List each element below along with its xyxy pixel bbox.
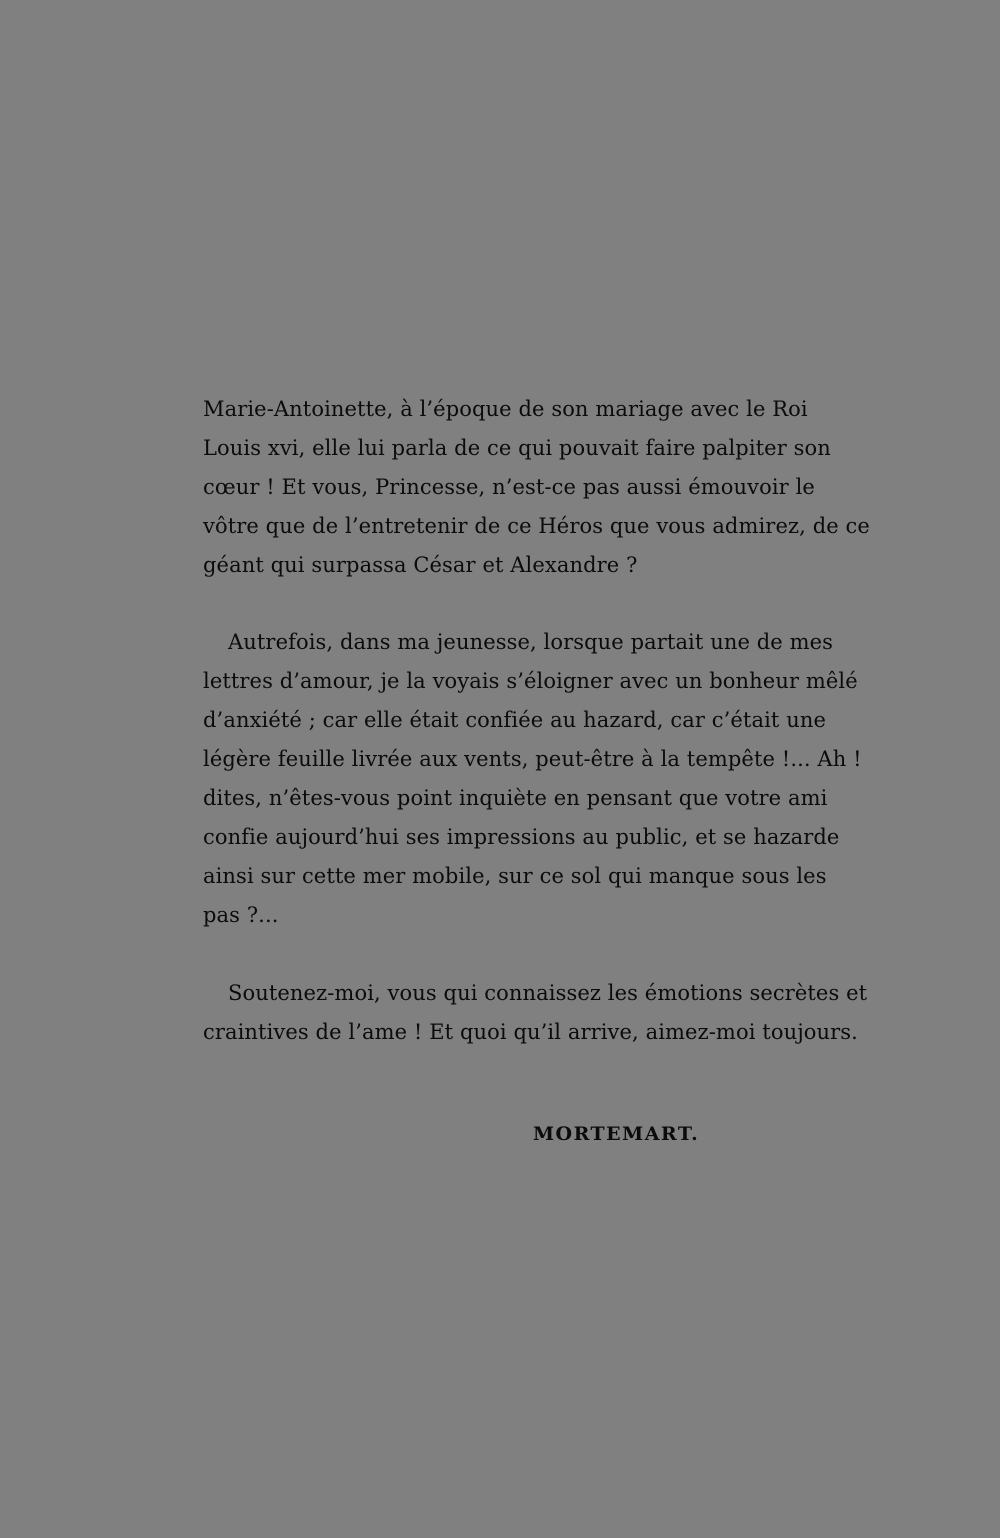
text-line: légère feuille livrée aux vents, peut-être à la tempête !... Ah ! xyxy=(203,747,862,771)
text-line: Autrefois, dans ma jeunesse, lorsque partait une de mes xyxy=(228,630,834,654)
text-line: vôtre que de l’entretenir de ce Héros que vous admirez, de ce xyxy=(203,514,870,538)
text-line: cœur ! Et vous, Princesse, n’est-ce pas aussi émouvoir le xyxy=(203,475,815,499)
paragraph-3 xyxy=(203,974,868,1052)
paragraph-1 xyxy=(203,390,870,585)
text-line: confie aujourd’hui ses impressions au public, et se hazarde xyxy=(203,825,840,849)
text-line: ainsi sur cette mer mobile, sur ce sol qui manque sous les xyxy=(203,864,827,888)
text-line: géant qui surpassa César et Alexandre ? xyxy=(203,553,638,577)
text-line: d’anxiété ; car elle était confiée au hazard, car c’était une xyxy=(203,708,826,732)
text-line: Louis xvi, elle lui parla de ce qui pouvait faire palpiter son xyxy=(203,436,831,460)
text-line: pas ?... xyxy=(203,903,279,927)
signature: MORTEMART. xyxy=(533,1123,700,1145)
text-line: dites, n’êtes-vous point inquiète en pensant que votre ami xyxy=(203,786,828,810)
paragraph-2 xyxy=(203,623,862,935)
text-line: craintives de l’ame ! Et quoi qu’il arrive, aimez-moi toujours. xyxy=(203,1020,858,1044)
text-line: Soutenez-moi, vous qui connaissez les émotions secrètes et xyxy=(228,981,868,1005)
text-line: lettres d’amour, je la voyais s’éloigner avec un bonheur mêlé xyxy=(203,669,858,693)
text-line: Marie-Antoinette, à l’époque de son mariage avec le Roi xyxy=(203,397,808,421)
